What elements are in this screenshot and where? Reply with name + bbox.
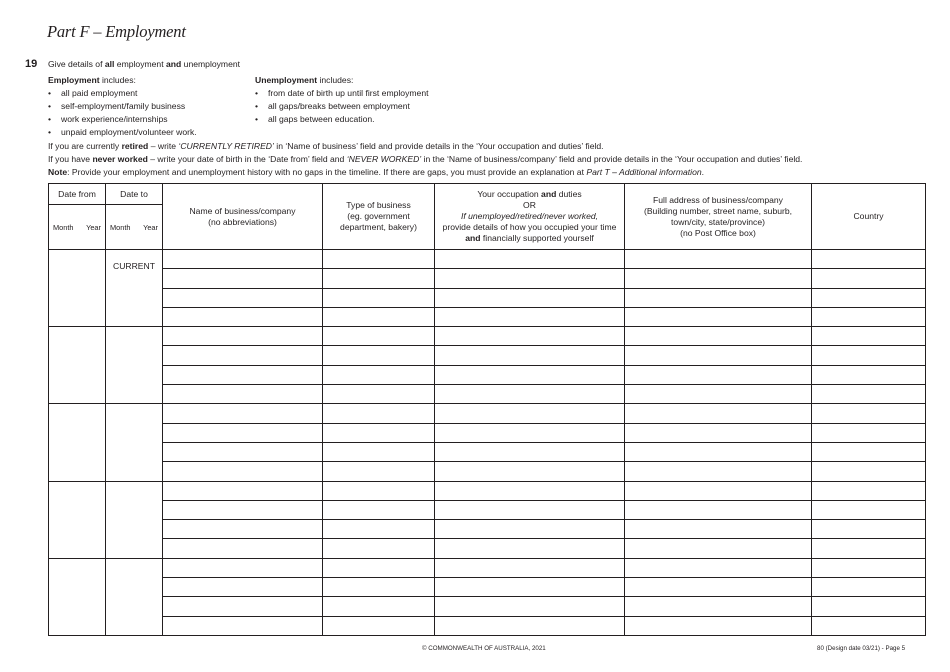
occupation-cell[interactable]: [435, 346, 625, 365]
business-type-header: Type of business (eg. government department, bakery): [323, 184, 435, 250]
business-type-cell[interactable]: [323, 365, 435, 384]
business-type-cell[interactable]: [323, 307, 435, 326]
employment-heading: Employment includes:: [48, 75, 136, 85]
occupation-cell[interactable]: [435, 597, 625, 616]
address-cell[interactable]: [625, 346, 812, 365]
business-type-cell[interactable]: [323, 558, 435, 577]
country-cell[interactable]: [812, 346, 926, 365]
country-cell[interactable]: [812, 500, 926, 519]
business-name-cell[interactable]: [163, 616, 323, 635]
business-name-cell[interactable]: [163, 365, 323, 384]
business-name-cell[interactable]: [163, 327, 323, 346]
address-cell[interactable]: [625, 597, 812, 616]
form-page-footer: 80 (Design date 03/21) - Page 5: [817, 645, 906, 652]
business-name-cell[interactable]: [163, 385, 323, 404]
address-cell[interactable]: [625, 288, 812, 307]
date-from-cell[interactable]: [49, 250, 106, 327]
country-cell[interactable]: [812, 578, 926, 597]
page-title: Part F – Employment: [47, 22, 186, 41]
country-cell[interactable]: [812, 307, 926, 326]
business-type-cell[interactable]: [323, 597, 435, 616]
address-cell[interactable]: [625, 616, 812, 635]
country-cell[interactable]: [812, 404, 926, 423]
business-type-cell[interactable]: [323, 462, 435, 481]
country-cell[interactable]: [812, 462, 926, 481]
occupation-cell[interactable]: [435, 269, 625, 288]
country-cell[interactable]: [812, 288, 926, 307]
country-cell[interactable]: [812, 442, 926, 461]
address-cell[interactable]: [625, 423, 812, 442]
occupation-cell[interactable]: [435, 539, 625, 558]
address-cell[interactable]: [625, 481, 812, 500]
date-from-cell[interactable]: [49, 558, 106, 635]
retired-instruction: If you are currently retired – write ‘CURRENTLY RETIRED’ in ‘Name of business’ field and provide details in the ‘Your occupation and duties’ field.: [48, 141, 604, 151]
address-header: Full address of business/company (Building number, street name, suburb, town/city, state/province) (no Post Office box): [625, 184, 812, 250]
business-name-cell[interactable]: [163, 481, 323, 500]
business-name-cell[interactable]: [163, 288, 323, 307]
date-to-header: Date to: [106, 184, 163, 205]
country-cell[interactable]: [812, 423, 926, 442]
business-type-cell[interactable]: [323, 404, 435, 423]
business-type-cell[interactable]: [323, 539, 435, 558]
business-type-cell[interactable]: [323, 481, 435, 500]
address-cell[interactable]: [625, 250, 812, 269]
date-from-subheader: Month Year: [49, 205, 106, 250]
business-type-cell[interactable]: [323, 385, 435, 404]
business-name-cell[interactable]: [163, 500, 323, 519]
business-type-cell[interactable]: [323, 578, 435, 597]
date-to-cell[interactable]: [106, 404, 163, 481]
business-name-header: Name of business/company (no abbreviations): [163, 184, 323, 250]
business-name-cell[interactable]: [163, 558, 323, 577]
country-cell[interactable]: [812, 365, 926, 384]
occupation-cell[interactable]: [435, 520, 625, 539]
employment-item: • self-employment/family business: [48, 101, 185, 112]
address-cell[interactable]: [625, 578, 812, 597]
never-worked-instruction: If you have never worked – write your date of birth in the ‘Date from’ field and ‘NEVER WORKED’ in the ‘Name of business/company’ field and provide details in the ‘Your occupation and duties’ field.: [48, 154, 803, 164]
occupation-cell[interactable]: [435, 616, 625, 635]
occupation-cell[interactable]: [435, 442, 625, 461]
country-cell[interactable]: [812, 597, 926, 616]
address-cell[interactable]: [625, 385, 812, 404]
date-to-cell[interactable]: [106, 327, 163, 404]
business-name-cell[interactable]: [163, 520, 323, 539]
business-type-cell[interactable]: [323, 616, 435, 635]
business-name-cell[interactable]: [163, 597, 323, 616]
occupation-cell[interactable]: [435, 423, 625, 442]
date-to-cell[interactable]: CURRENT: [106, 250, 163, 327]
business-name-cell[interactable]: [163, 578, 323, 597]
occupation-header: Your occupation and duties OR If unemployed/retired/never worked, provide details of how you occupied your time and financially supported yourself: [435, 184, 625, 250]
occupation-cell[interactable]: [435, 385, 625, 404]
occupation-cell[interactable]: [435, 365, 625, 384]
country-cell[interactable]: [812, 250, 926, 269]
occupation-cell[interactable]: [435, 327, 625, 346]
business-type-cell[interactable]: [323, 520, 435, 539]
business-type-cell[interactable]: [323, 500, 435, 519]
country-cell[interactable]: [812, 385, 926, 404]
occupation-cell[interactable]: [435, 404, 625, 423]
date-to-subheader: Month Year: [106, 205, 163, 250]
address-cell[interactable]: [625, 558, 812, 577]
business-type-cell[interactable]: [323, 288, 435, 307]
business-type-cell[interactable]: [323, 327, 435, 346]
business-type-cell[interactable]: [323, 442, 435, 461]
date-to-cell[interactable]: [106, 481, 163, 558]
business-name-cell[interactable]: [163, 423, 323, 442]
country-cell[interactable]: [812, 327, 926, 346]
country-header: Country: [812, 184, 926, 250]
occupation-cell[interactable]: [435, 578, 625, 597]
address-cell[interactable]: [625, 269, 812, 288]
note-instruction: Note: Provide your employment and unemployment history with no gaps in the timeline. If there are gaps, you must provide an explanation at Part T – Additional information.: [48, 167, 705, 177]
unemployment-heading: Unemployment includes:: [255, 75, 354, 85]
business-name-cell[interactable]: [163, 442, 323, 461]
business-name-cell[interactable]: [163, 462, 323, 481]
country-cell[interactable]: [812, 558, 926, 577]
unemployment-item: • all gaps/breaks between employment: [255, 101, 410, 112]
date-from-cell[interactable]: [49, 404, 106, 481]
address-cell[interactable]: [625, 307, 812, 326]
occupation-cell[interactable]: [435, 462, 625, 481]
occupation-cell[interactable]: [435, 250, 625, 269]
copyright-footer: © COMMONWEALTH OF AUSTRALIA, 2021: [422, 645, 546, 652]
business-name-cell[interactable]: [163, 250, 323, 269]
question-number: 19: [25, 58, 38, 70]
employment-item: • unpaid employment/volunteer work.: [48, 127, 197, 138]
address-cell[interactable]: [625, 365, 812, 384]
question-intro: Give details of all employment and unemployment: [48, 59, 241, 69]
date-to-cell[interactable]: [106, 558, 163, 635]
business-name-cell[interactable]: [163, 269, 323, 288]
date-from-header: Date from: [49, 184, 106, 205]
country-cell[interactable]: [812, 520, 926, 539]
country-cell[interactable]: [812, 269, 926, 288]
country-cell[interactable]: [812, 616, 926, 635]
date-from-cell[interactable]: [49, 481, 106, 558]
employment-history-table: [48, 183, 926, 636]
employment-item: • all paid employment: [48, 88, 137, 99]
address-cell[interactable]: [625, 500, 812, 519]
business-name-cell[interactable]: [163, 539, 323, 558]
country-cell[interactable]: [812, 539, 926, 558]
business-type-cell[interactable]: [323, 269, 435, 288]
unemployment-item: • from date of birth up until first employment: [255, 88, 429, 99]
business-type-cell[interactable]: [323, 346, 435, 365]
address-cell[interactable]: [625, 462, 812, 481]
date-from-cell[interactable]: [49, 327, 106, 404]
business-name-cell[interactable]: [163, 307, 323, 326]
occupation-cell[interactable]: [435, 307, 625, 326]
unemployment-item: • all gaps between education.: [255, 114, 375, 125]
address-cell[interactable]: [625, 327, 812, 346]
address-cell[interactable]: [625, 442, 812, 461]
country-cell[interactable]: [812, 481, 926, 500]
business-type-cell[interactable]: [323, 423, 435, 442]
occupation-cell[interactable]: [435, 288, 625, 307]
employment-item: • work experience/internships: [48, 114, 168, 125]
business-type-cell[interactable]: [323, 250, 435, 269]
occupation-cell[interactable]: [435, 481, 625, 500]
address-cell[interactable]: [625, 539, 812, 558]
business-name-cell[interactable]: [163, 404, 323, 423]
address-cell[interactable]: [625, 520, 812, 539]
occupation-cell[interactable]: [435, 500, 625, 519]
occupation-cell[interactable]: [435, 558, 625, 577]
address-cell[interactable]: [625, 404, 812, 423]
business-name-cell[interactable]: [163, 346, 323, 365]
